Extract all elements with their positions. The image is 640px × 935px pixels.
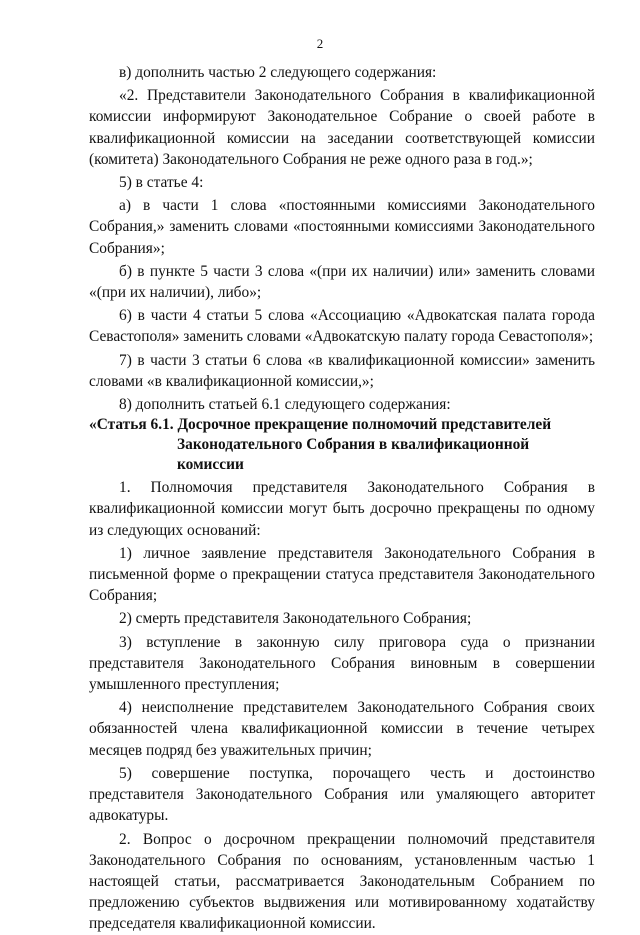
paragraph: 5) в статье 4:	[119, 174, 204, 192]
article-heading-line: Законодательного Собрания в квалификационной комиссии	[177, 436, 530, 474]
article-heading	[89, 415, 595, 475]
paragraph: 6) в части 4 статьи 5 слова «Ассоциацию «Адвокатская палата города Севастополя» заменить словами «Адвокатскую палату города Севастополя»;	[89, 307, 595, 346]
paragraph: 8) дополнить статьей 6.1 следующего содержания:	[119, 396, 451, 414]
page-number: 2	[316, 36, 324, 51]
article-paragraph: 2) смерть представителя Законодательного Собрания;	[119, 610, 472, 628]
paragraph: в) дополнить частью 2 следующего содержания:	[119, 64, 437, 81]
article-paragraph: 4) неисполнение представителем Законодательного Собрания своих обязанностей члена квалификационной комиссии в течение четырех месяцев подряд без уважительных причин;	[89, 699, 595, 759]
article-paragraph: 5) совершение поступка, порочащего честь и достоинство представителя Законодательного Собрания или умаляющего авторитет адвокатуры.	[89, 764, 595, 825]
article-heading-line: «Статья 6.1. Досрочное прекращение полномочий представителей	[89, 416, 552, 434]
article-paragraph: 3) вступление в законную силу приговора суда о признании представителя Законодательного Собрания виновным в совершении умышленного преступления;	[89, 633, 595, 694]
paragraph: б) в пункте 5 части 3 слова «(при их наличии) или» заменить словами «(при их наличии), либо»;	[89, 262, 595, 302]
article-paragraph: 2. Вопрос о досрочном прекращении полномочий представителя Законодательного Собрания по основаниям, установленным частью 1 настоящей статьи, рассматривается Законодательным Собранием по предложению субъектов выдвижения или мотивированному ходатайству председателя квалификационной комиссии.	[89, 830, 595, 933]
paragraph: а) в части 1 слова «постоянными комиссиями Законодательного Собрания,» заменить словами «постоянными комиссиями Законодательного Собрания»;	[89, 197, 595, 257]
article-paragraph: 1) личное заявление представителя Законодательного Собрания в письменной форме о прекращении статуса представителя Законодательного Собрания;	[89, 544, 595, 605]
paragraph: «2. Представители Законодательного Собрания в квалификационной комиссии информируют Законодательное Собрание о своей работе в квалификационной комиссии на заседании соответствующей комиссии (комитета) Законодательного Собрания не реже одного раза в год.»;	[89, 87, 595, 168]
article-paragraph: 1. Полномочия представителя Законодательного Собрания в квалификационной комиссии могут быть досрочно прекращены по одному из следующих оснований:	[89, 479, 595, 539]
paragraph: 7) в части 3 статьи 6 слова «в квалификационной комиссии» заменить словами «в квалификационной комиссии,»;	[89, 351, 595, 390]
document-body	[89, 62, 595, 935]
